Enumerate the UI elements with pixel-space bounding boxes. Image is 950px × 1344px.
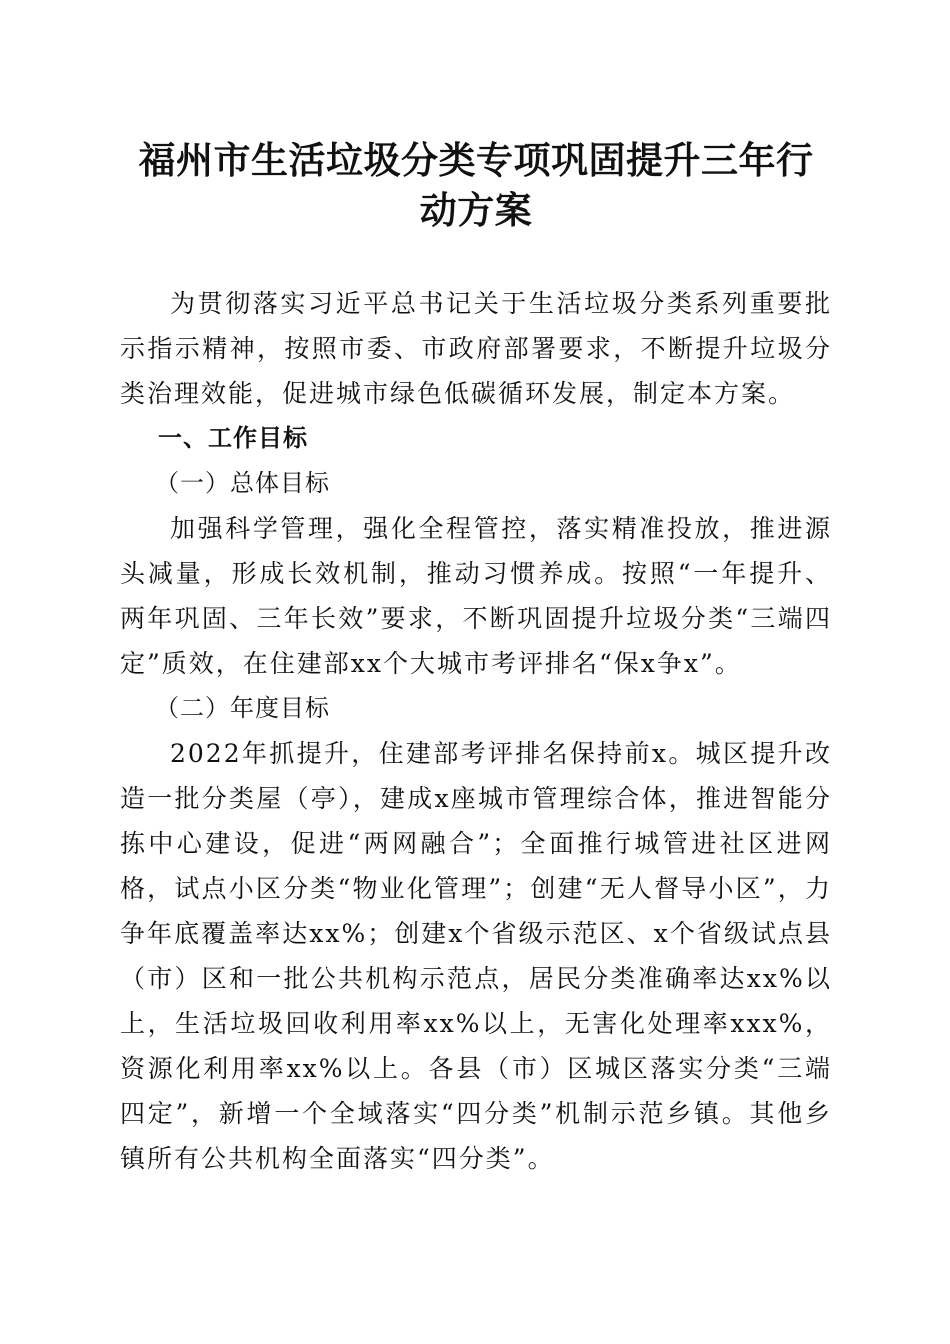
subsection-heading-overall-goals: （一）总体目标 [155,469,330,497]
overall-goals-paragraph: 加强科学管理，强化全程管控，落实精准投放，推进源头减量，形成长效机制，推动习惯养成。按照“一年提升、两年巩固、三年长效”要求，不断巩固提升垃圾分类“三端四定”质效，在住建部xx个大城市考评排名“保x争x”。 [120,514,832,678]
subsection-heading-annual-goals: （二）年度目标 [155,694,330,722]
document-page [120,135,832,1181]
section-heading-work-goals: 一、工作目标 [158,424,308,452]
intro-paragraph: 为贯彻落实习近平总书记关于生活垃圾分类系列重要批示指示精神，按照市委、市政府部署要求，不断提升垃圾分类治理效能，促进城市绿色低碳循环发展，制定本方案。 [120,289,832,408]
annual-goals-paragraph: 2022年抓提升，住建部考评排名保持前x。城区提升改造一批分类屋（亭），建成x座城市管理综合体，推进智能分拣中心建设，促进“两网融合”；全面推行城管进社区进网格，试点小区分类“物业化管理”；创建“无人督导小区”，力争年底覆盖率达xx%；创建x个省级示范区、x个省级试点县（市）区和一批公共机构示范点，居民分类准确率达xx%以上，生活垃圾回收利用率xx%以上，无害化处理率xxx%，资源化利用率xx%以上。各县（市）区城区落实分类“三端四定”，新增一个全域落实“四分类”机制示范乡镇。其他乡镇所有公共机构全面落实“四分类”。 [120,739,832,1173]
document-title: 福州市生活垃圾分类专项巩固提升三年行动方案 [138,138,814,232]
